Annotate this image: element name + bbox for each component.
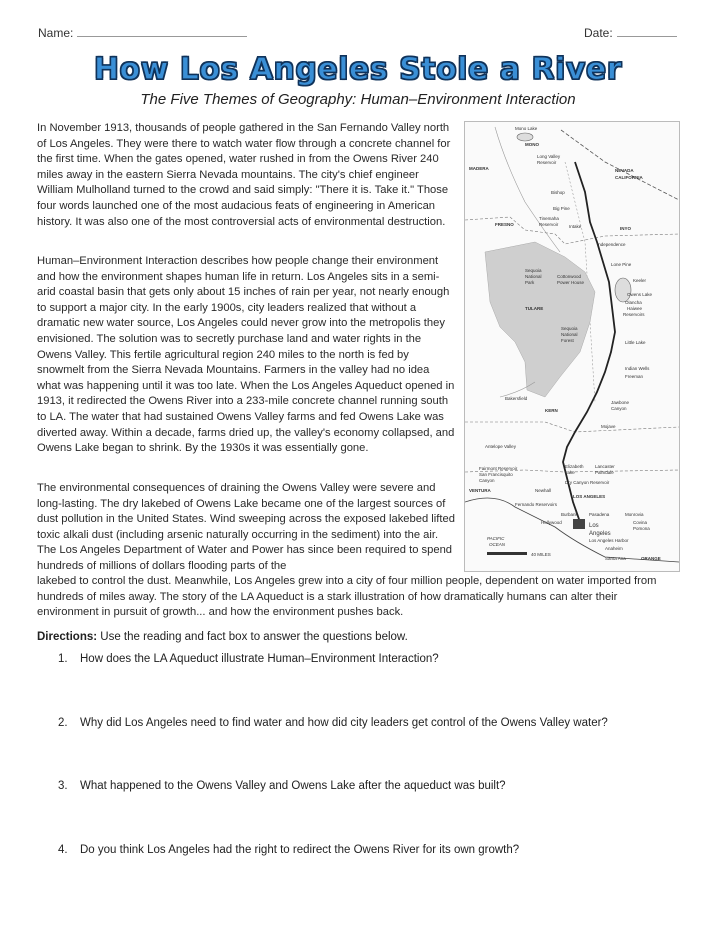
question-text: Do you think Los Angeles had the right to redirect the Owens River for its own growth? (80, 844, 520, 856)
map-label: Monrovia (625, 512, 644, 517)
date-blank[interactable] (617, 26, 677, 37)
map-label: Dry Canyon Reservoir (565, 480, 610, 485)
question-2 (58, 717, 608, 729)
paragraph-3-continued: lakebed to control the dust. Meanwhile, Los Angeles grew into a city of four million people, dependent on water imported from hundreds of miles away. The story of the LA Aqueduct is a stark illustration of how dramatically humans can alter their environment in pursuit of growth... and how the environment pushes back. (37, 575, 657, 619)
aqueduct-map (464, 121, 680, 572)
page-title: How Los Angeles Stole a River (93, 52, 623, 87)
map-label: Mono Lake (515, 126, 538, 131)
map-label: Burbank (561, 512, 578, 517)
map-label: OCEAN (489, 542, 506, 547)
map-label: Little Lake (625, 340, 646, 345)
map-label: Olancha (625, 300, 642, 305)
map-label: Keeler (633, 278, 647, 283)
map-label: Antelope Valley (485, 444, 516, 449)
map-label: Reservoirs (623, 312, 645, 317)
map-label: KERN (545, 408, 558, 413)
map-label: Independence (597, 242, 626, 247)
map-label: Pomona (633, 526, 650, 531)
question-number: 1. (58, 653, 68, 665)
map-label: Fairmont Reservoir (479, 466, 518, 471)
map-label: Anaheim (605, 546, 623, 551)
paragraph-2: Human–Environment Interaction describes how people change their environment and how the environment shapes human life in return. Los Angeles sits in a semi-arid coastal basin that gets only about 15 inches of rain per year, not nearly enough to support a major city. In the early 1900s, city leaders realized that without a dramatic new water source, Los Angeles could never grow into the metropolis they envisioned. The solution was to secretly purchase land and water rights in the Owens Valley. This fertile agricultural region 240 miles to the north is fed by snowmelt from the Sierra Nevada Mountains. Farmers in the valley had no idea what was happening until it was too late. When the Los Angeles Aqueduct opened in 1913, it redirected the Owens River into a 233-mile concrete channel running south to LA. The water that had sustained Owens Valley farms and fed Owens Lake was diverted away. Within a decade, farms dried up, the valley's economy collapsed, and Owens Lake began to shrink. By the 1930s it was essentially gone. (37, 255, 455, 455)
map-label: Cottonwood (557, 274, 582, 279)
mono-lake-shape (517, 133, 533, 141)
map-label: National (525, 274, 542, 279)
owens-lake-shape (615, 278, 631, 302)
map-label: Indian Wells (625, 366, 650, 371)
name-field[interactable] (38, 26, 247, 40)
map-label: Bishop (551, 190, 565, 195)
scale-label: 40 MILES (531, 552, 551, 557)
map-label: Elizabeth (565, 464, 584, 469)
map-label: San Francisquito (479, 472, 513, 477)
question-1 (58, 653, 439, 665)
question-4 (58, 844, 519, 856)
paragraph-3: The environmental consequences of draining the Owens Valley were severe and long-lasting. The dry lakebed of Owens Lake became one of the largest sources of dust pollution in the United States. Wind sweeping across the exposed lakebed lifted toxic alkali dust (including arsenic naturally occurring in the sediment) into the air. The Los Angeles Department of Water and Power has since been required to spend hundreds of millions of dollars flooding parts of the (37, 482, 455, 572)
name-label: Name: (38, 26, 74, 40)
map-label: Los (589, 523, 599, 529)
question-text: What happened to the Owens Valley and Owens Lake after the aqueduct was built? (80, 780, 506, 792)
map-label: VENTURA (469, 488, 491, 493)
map-label: Palmdale (595, 470, 614, 475)
map-label: Canyon (479, 478, 495, 483)
question-3 (58, 780, 506, 792)
map-label: Haiwee (627, 306, 643, 311)
map-label: Owens Lake (627, 292, 653, 297)
aqueduct-map-svg (465, 122, 679, 571)
county-line (465, 422, 679, 432)
directions-label: Directions: (37, 631, 98, 643)
map-label: Santa Ana (605, 556, 626, 561)
map-label: Reservoir (537, 160, 557, 165)
date-field[interactable] (584, 26, 677, 40)
map-label: INYO (620, 226, 632, 231)
map-label: FRESNO (495, 222, 514, 227)
map-label: MONO (525, 142, 539, 147)
map-label: MADERA (469, 166, 489, 171)
question-number: 2. (58, 717, 68, 729)
map-label: Lancaster (595, 464, 615, 469)
map-label: PACIFIC (487, 536, 505, 541)
map-label: Newhall (535, 488, 552, 493)
question-text: How does the LA Aqueduct illustrate Human–Environment Interaction? (80, 653, 439, 665)
map-label: Canyon (611, 406, 627, 411)
map-label: Big Pine (553, 206, 570, 211)
map-label: Intake (569, 224, 582, 229)
map-label: Lone Pine (611, 262, 632, 267)
paragraph-1: In November 1913, thousands of people gathered in the San Fernando Valley north of Los Angeles. They were there to watch water flow through a concrete channel for the first time. When the gates opened, water rushed in from the Owens River 240 miles away in the eastern Sierra Nevada mountains. The city's chief engineer William Mulholland turned to the crowd and said simply: "There it is. Take it." Those four words launched one of the most audacious feats of engineering in American history. It was also one of the most controversial acts of environmental destruction. (37, 122, 451, 228)
date-label: Date: (584, 26, 613, 40)
directions (37, 631, 408, 643)
map-label: National (561, 332, 578, 337)
map-label: Fernando Reservoirs (515, 502, 558, 507)
map-label: Sequoia (525, 268, 542, 273)
map-label: Tinemaha (539, 216, 559, 221)
map-label: Forest (561, 338, 574, 343)
map-label: Bakersfield (505, 396, 528, 401)
map-label: ORANGE (641, 556, 661, 561)
map-label: Reservoir (539, 222, 559, 227)
map-label: Angeles (589, 531, 611, 537)
map-label: Pasadena (589, 512, 610, 517)
map-label: Long Valley (537, 154, 561, 159)
map-label: Jawbone (611, 400, 630, 405)
map-label: Los Angeles Harbor (589, 538, 629, 543)
map-label: CALIFORNIA (615, 175, 643, 180)
question-number: 3. (58, 780, 68, 792)
map-label: Power House (557, 280, 585, 285)
los-angeles-area (573, 519, 585, 529)
map-label: LOS ANGELES (573, 494, 606, 499)
map-label: Park (525, 280, 535, 285)
state-line (561, 130, 679, 200)
map-label: Sequoia (561, 326, 578, 331)
question-number: 4. (58, 844, 68, 856)
sequoia-shaded-area (485, 242, 595, 397)
name-blank[interactable] (77, 26, 247, 37)
map-label: Mojave (601, 424, 616, 429)
directions-text: Use the reading and fact box to answer the questions below. (97, 631, 408, 643)
question-text: Why did Los Angeles need to find water and how did city leaders get control of the Owens Valley water? (80, 717, 608, 729)
map-label: Hollywood (541, 520, 562, 525)
map-label: Covina (633, 520, 648, 525)
scale-bar (487, 552, 527, 555)
map-label: NEVADA (615, 168, 634, 173)
map-label: Lake (565, 470, 575, 475)
map-label: TULARE (525, 306, 544, 311)
page-subtitle: The Five Themes of Geography: Human–Environment Interaction (140, 91, 576, 108)
map-label: Freeman (625, 374, 644, 379)
